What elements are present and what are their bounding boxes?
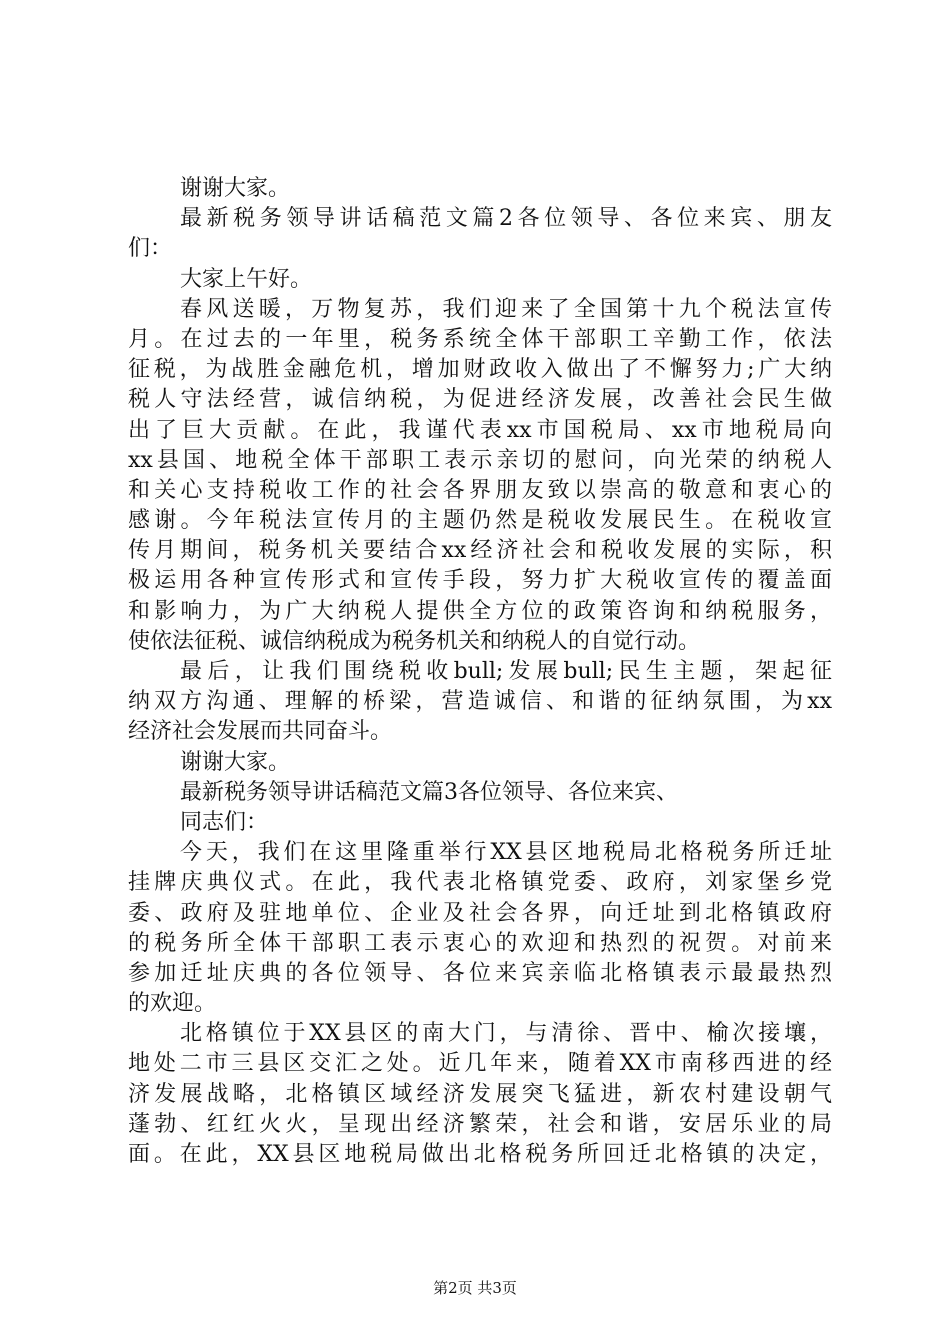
text-line: 最新税务领导讲话稿范文篇2各位领导、各位来宾、朋友 — [180, 206, 832, 232]
text-line: 和关心支持税收工作的社会各界朋友致以崇高的敬意和衷心的 — [128, 477, 832, 503]
text-line: 最后，让我们围绕税收bull;发展bull;民生主题，架起征 — [180, 659, 832, 684]
text-line: 谢谢大家。 — [180, 176, 291, 201]
text-line: 月。在过去的一年里，税务系统全体干部职工辛勤工作，依法 — [128, 326, 832, 352]
text-line: 纳双方沟通、理解的桥梁，营造诚信、和谐的征纳氛围，为xx — [128, 689, 832, 715]
text-line: 大家上午好。 — [180, 266, 313, 292]
text-line: 挂牌庆典仪式。在此，我代表北格镇党委、政府，刘家堡乡党 — [128, 870, 832, 896]
text-line: 地处二市三县区交汇之处。近几年来，随着XX市南移西进的经 — [128, 1051, 832, 1077]
text-line: 济发展战略，北格镇区域经济发展突飞猛进，新农村建设朝气 — [128, 1081, 832, 1107]
text-line: 感谢。今年税法宣传月的主题仍然是税收发展民生。在税收宣 — [128, 508, 832, 534]
text-line: 谢谢大家。 — [180, 749, 291, 775]
text-line: 使依法征税、诚信纳税成为税务机关和纳税人的自觉行动。 — [128, 628, 701, 654]
text-line: 北格镇位于XX县区的南大门，与清徐、晋中、榆次接壤， — [180, 1021, 832, 1047]
document-body — [128, 174, 832, 1170]
text-line: 最新税务领导讲话稿范文篇3各位领导、各位来宾、 — [180, 779, 678, 805]
text-line: 参加迁址庆典的各位领导、各位来宾亲临北格镇表示最最热烈 — [128, 960, 832, 986]
page-footer: 第2页 共3页 — [433, 1279, 517, 1297]
text-line: 委、政府及驻地单位、企业及社会各界，向迁址到北格镇政府 — [128, 900, 832, 926]
text-line: 的欢迎。 — [128, 991, 217, 1017]
text-line: 蓬勃、红红火火，呈现出经济繁荣，社会和谐，安居乐业的局 — [128, 1111, 832, 1137]
text-line: 面。在此，XX县区地税局做出北格税务所回迁北格镇的决定， — [128, 1142, 832, 1167]
text-line: 出了巨大贡献。在此，我谨代表xx市国税局、xx市地税局向 — [128, 417, 832, 443]
text-line: 同志们： — [180, 809, 269, 835]
text-line: 和影响力，为广大纳税人提供全方位的政策咨询和纳税服务， — [128, 598, 832, 624]
text-line: 们： — [128, 236, 173, 262]
text-line: 税人守法经营，诚信纳税，为促进经济发展，改善社会民生做 — [128, 387, 832, 413]
text-line: 的税务所全体干部职工表示衷心的欢迎和热烈的祝贺。对前来 — [128, 930, 832, 956]
text-line: 极运用各种宣传形式和宣传手段，努力扩大税收宣传的覆盖面 — [128, 568, 832, 594]
text-line: 传月期间，税务机关要结合xx经济社会和税收发展的实际，积 — [128, 538, 832, 564]
text-line: 经济社会发展而共同奋斗。 — [128, 719, 393, 745]
text-line: 今天，我们在这里隆重举行XX县区地税局北格税务所迁址 — [180, 840, 832, 866]
text-line: 征税，为战胜金融危机，增加财政收入做出了不懈努力;广大纳 — [128, 357, 832, 383]
text-line: xx县国、地税全体干部职工表示亲切的慰问，向光荣的纳税人 — [128, 447, 832, 473]
text-line: 春风送暖，万物复苏，我们迎来了全国第十九个税法宣传 — [180, 296, 832, 322]
